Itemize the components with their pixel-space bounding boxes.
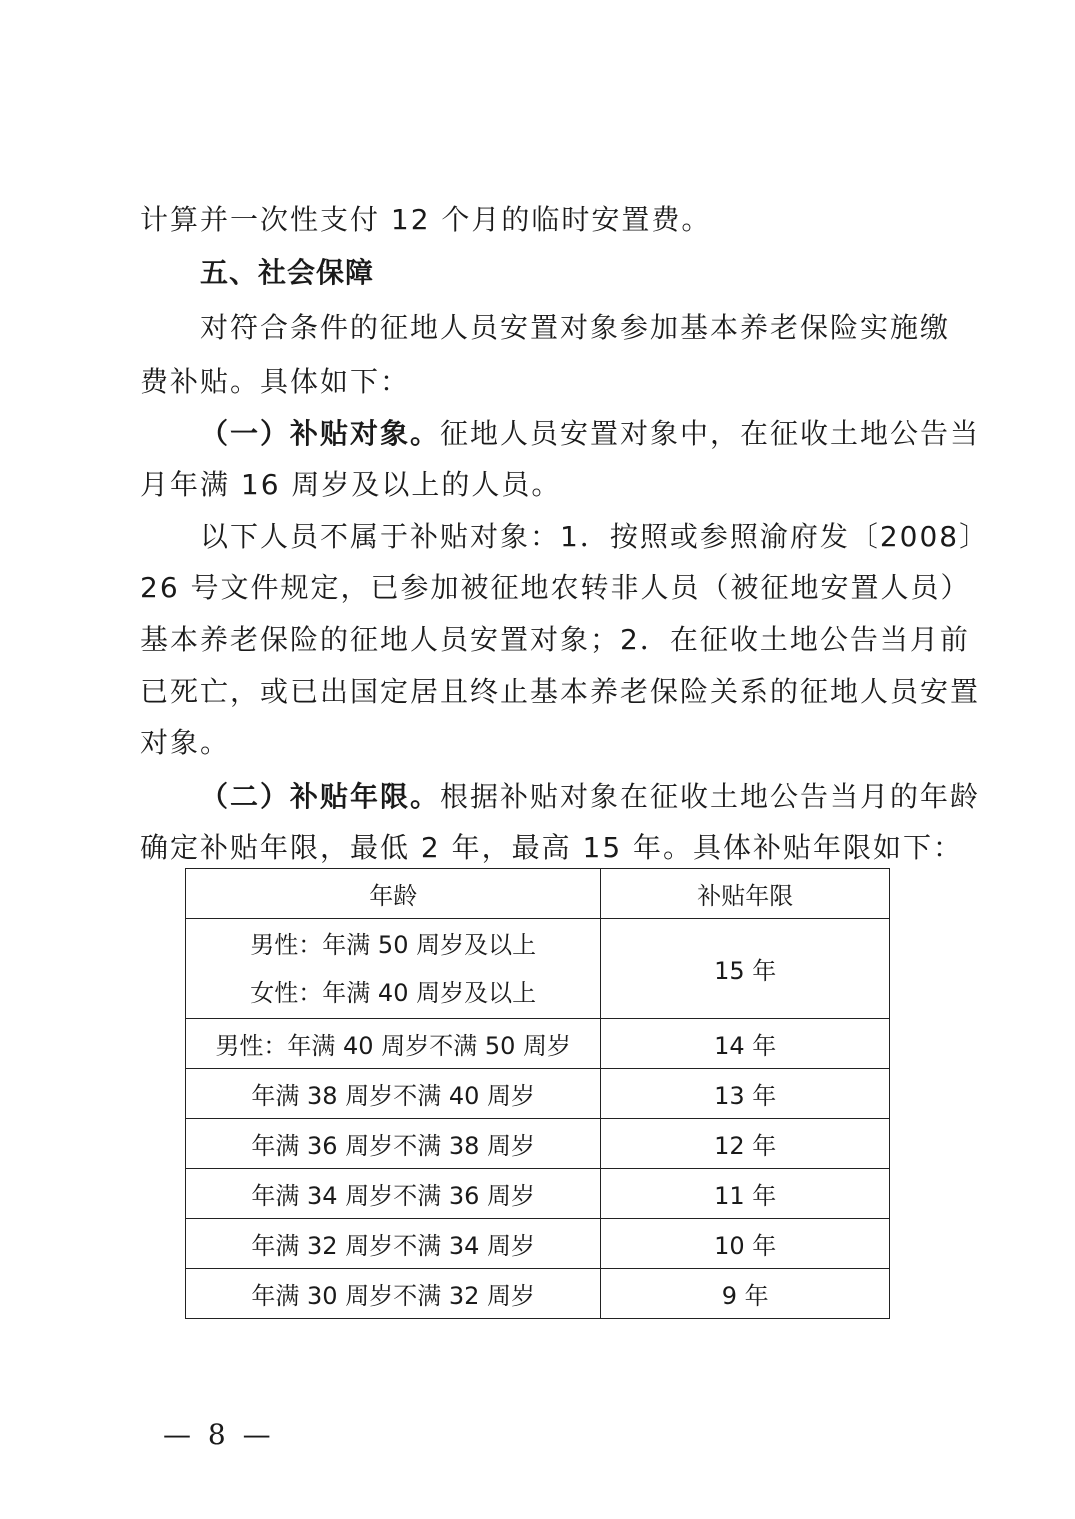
years-cell: 14 年 <box>601 1019 890 1069</box>
subsidy-years-table <box>185 868 890 1319</box>
paragraph-line: 计算并一次性支付 12 个月的临时安置费。 <box>140 203 712 236</box>
paragraph-line: 对符合条件的征地人员安置对象参加基本养老保险实施缴 <box>200 311 951 344</box>
paragraph-line: 以下人员不属于补贴对象：1．按照或参照渝府发〔2008〕 <box>200 520 990 553</box>
table-row <box>186 1069 890 1119</box>
years-cell: 13 年 <box>601 1069 890 1119</box>
years-cell: 11 年 <box>601 1169 890 1219</box>
table-row <box>186 1219 890 1269</box>
paragraph-line: 26 号文件规定，已参加被征地农转非人员（被征地安置人员） <box>140 571 971 604</box>
table-row <box>186 1119 890 1169</box>
age-text: 女性：年满 40 周岁及以上 <box>250 978 537 1007</box>
subsection-lead: （二）补贴年限。 <box>200 780 441 813</box>
paragraph-line <box>200 414 981 454</box>
paragraph-line: 对象。 <box>140 726 231 759</box>
years-cell: 10 年 <box>601 1219 890 1269</box>
paragraph-line: 月年满 16 周岁及以上的人员。 <box>140 468 562 501</box>
paragraph-text: 征地人员安置对象中，在征收土地公告当 <box>440 417 981 450</box>
age-cell: 年满 34 周岁不满 36 周岁 <box>186 1169 601 1219</box>
page-number: — 8 — <box>163 1418 275 1451</box>
table-row <box>186 1269 890 1319</box>
paragraph-line: 基本养老保险的征地人员安置对象；2．在征收土地公告当月前 <box>140 623 970 656</box>
years-cell: 12 年 <box>601 1119 890 1169</box>
age-text: 男性：年满 50 周岁及以上 <box>250 930 537 959</box>
table-row <box>186 1019 890 1069</box>
paragraph-line: 费补贴。具体如下： <box>140 365 411 398</box>
header-years: 补贴年限 <box>601 869 890 919</box>
table-header-row <box>186 869 890 919</box>
paragraph-line: 确定补贴年限，最低 2 年，最高 15 年。具体补贴年限如下： <box>140 831 964 864</box>
paragraph-text: 根据补贴对象在征收土地公告当月的年龄 <box>440 780 981 813</box>
age-cell <box>186 919 601 1019</box>
section-heading: 五、社会保障 <box>200 256 375 289</box>
table-row <box>186 919 890 1019</box>
age-cell: 年满 30 周岁不满 32 周岁 <box>186 1269 601 1319</box>
age-cell: 年满 36 周岁不满 38 周岁 <box>186 1119 601 1169</box>
age-cell: 年满 32 周岁不满 34 周岁 <box>186 1219 601 1269</box>
years-cell: 9 年 <box>601 1269 890 1319</box>
age-cell: 男性：年满 40 周岁不满 50 周岁 <box>186 1019 601 1069</box>
header-age: 年龄 <box>186 869 601 919</box>
paragraph-line: 已死亡，或已出国定居且终止基本养老保险关系的征地人员安置 <box>140 675 981 708</box>
table-row <box>186 1169 890 1219</box>
age-cell: 年满 38 周岁不满 40 周岁 <box>186 1069 601 1119</box>
subsection-lead: （一）补贴对象。 <box>200 417 441 450</box>
years-cell: 15 年 <box>601 919 890 1019</box>
paragraph-line <box>200 777 981 817</box>
